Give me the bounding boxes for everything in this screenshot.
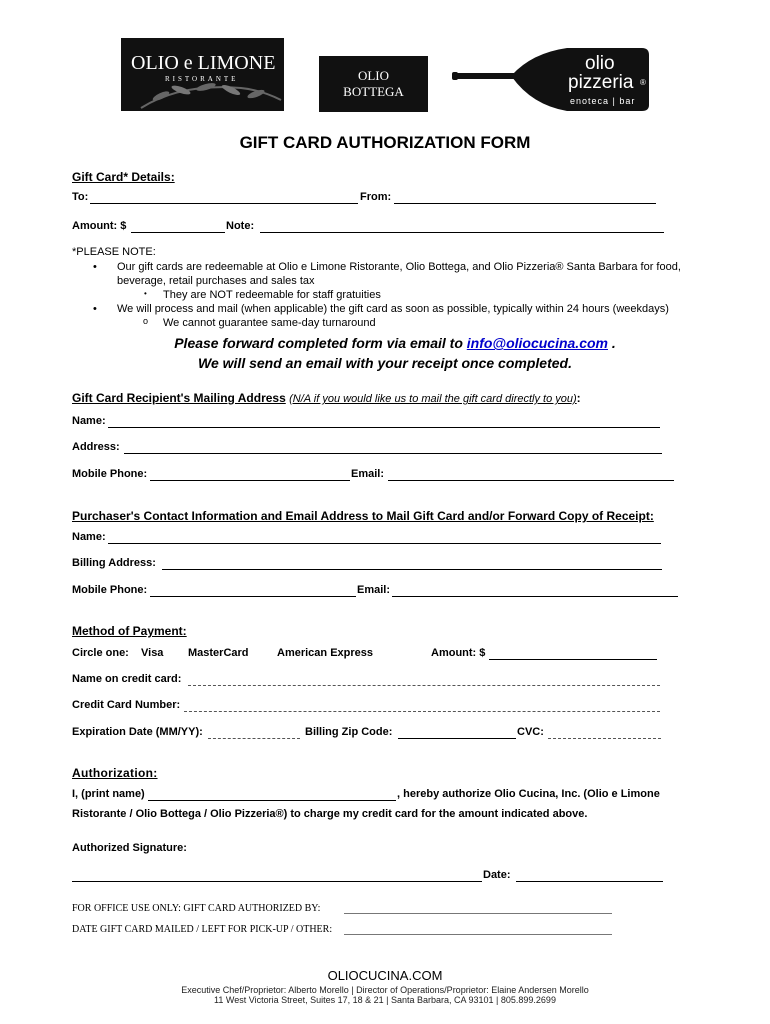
sub-bullet-dot: • [144,289,147,298]
footer-proprietors: Executive Chef/Proprietor: Alberto Morello | Director of Operations/Proprietor: Elaine Andersen Morello [181,985,589,995]
gift-amount-field[interactable] [131,232,225,233]
pizzeria-logo-line2: pizzeria [568,72,634,93]
signature-label: Authorized Signature: [72,842,187,854]
limone-logo-title: OLIO e LIMONE [131,52,276,74]
note-label: Note: [226,220,255,232]
bottega-logo-line2: BOTTEGA [343,84,404,99]
purchaser-email-field[interactable] [392,596,678,597]
authorize-text-line2: Ristorante / Olio Bottega / Olio Pizzeria®) to charge my credit card for the amount indicated above. [72,808,588,820]
billing-zip-field[interactable] [398,738,516,739]
please-note-heading: *PLEASE NOTE: [72,246,156,258]
forward-prefix: Please forward completed form via email to [174,335,463,351]
forward-instruction [0,335,770,351]
circle-one-label: Circle one: [72,647,129,659]
payment-amount-field[interactable] [489,659,657,660]
payment-amount-label: Amount: $ [431,647,486,659]
billing-address-field[interactable] [162,569,662,570]
recipient-address-label: Address: [72,441,120,453]
pizzeria-logo-line3: enoteca | bar [570,96,636,106]
limone-logo-subtitle: RISTORANTE [165,75,239,83]
print-name-field[interactable] [148,800,396,801]
date-field[interactable] [516,881,663,882]
amount-label: Amount: $ [72,220,127,232]
to-label: To: [72,191,89,203]
recipient-heading-colon: : [576,391,581,405]
expiration-field[interactable] [208,738,300,739]
sub-bullet-circle: o [143,316,149,326]
olio-e-limone-logo [121,38,284,111]
office-authorized-field[interactable] [344,913,612,914]
visa-option[interactable]: Visa [141,647,164,659]
print-name-label: I, (print name) [72,788,145,800]
authorization-heading: Authorization: [72,766,158,780]
amex-option[interactable]: American Express [277,647,373,659]
signature-field[interactable] [72,881,482,882]
receipt-notice: We will send an email with your receipt once completed. [198,355,572,371]
forward-email-link[interactable]: info@oliocucina.com [466,335,608,351]
card-number-field[interactable] [184,711,660,712]
recipient-email-label: Email: [351,468,385,480]
bullet2: We will process and mail (when applicable) the gift card as soon as possible, typically within 24 hours (weekdays) [117,303,669,315]
from-field[interactable] [394,203,656,204]
details-heading: Gift Card* Details: [72,170,175,184]
expiration-label: Expiration Date (MM/YY): [72,726,203,738]
authorize-text-line1: , hereby authorize Olio Cucina, Inc. (Olio e Limone [397,788,660,800]
office-authorized-label: FOR OFFICE USE ONLY: GIFT CARD AUTHORIZED BY: [72,903,321,914]
recipient-email-field[interactable] [388,480,674,481]
recipient-heading-text: Gift Card Recipient's Mailing Address [72,391,286,405]
pizzeria-logo-line1: olio [585,53,615,74]
olio-bottega-logo [319,56,428,112]
bullet1-line1: Our gift cards are redeemable at Olio e Limone Ristorante, Olio Bottega, and Olio Pizzeria® Santa Barbara for food, [117,261,681,273]
mastercard-option[interactable]: MasterCard [188,647,249,659]
page-title: GIFT CARD AUTHORIZATION FORM [239,133,531,152]
olio-pizzeria-logo [452,45,652,113]
footer-address: 11 West Victoria Street, Suites 17, 18 & 21 | Santa Barbara, CA 93101 | 805.899.2699 [214,995,556,1005]
from-label: From: [360,191,392,203]
recipient-name-label: Name: [72,415,106,427]
bottega-logo-line1: OLIO [357,68,390,83]
billing-address-label: Billing Address: [72,557,156,569]
office-mailed-field[interactable] [344,934,612,935]
cvc-field[interactable] [548,738,661,739]
recipient-heading [72,391,581,405]
recipient-phone-field[interactable] [150,480,350,481]
recipient-phone-label: Mobile Phone: [72,468,148,480]
cvc-label: CVC: [517,726,544,738]
purchaser-email-label: Email: [357,584,391,596]
recipient-address-field[interactable] [124,453,662,454]
billing-zip-label: Billing Zip Code: [305,726,393,738]
footer-website: OLIOCUCINA.COM [327,968,443,983]
card-number-label: Credit Card Number: [72,699,181,711]
purchaser-phone-label: Mobile Phone: [72,584,148,596]
office-mailed-label: DATE GIFT CARD MAILED / LEFT FOR PICK-UP / OTHER: [72,924,333,935]
note-field[interactable] [260,232,664,233]
name-on-card-field[interactable] [188,685,660,686]
recipient-heading-note: (N/A if you would like us to mail the gift card directly to you) [289,393,577,405]
sub-bullet1: They are NOT redeemable for staff gratuities [163,289,381,301]
sub-bullet2: We cannot guarantee same-day turnaround [163,317,376,329]
purchaser-heading: Purchaser's Contact Information and Email Address to Mail Gift Card and/or Forward Copy of Receipt: [72,509,654,523]
bullet-dot: • [93,261,97,273]
pizzeria-registered-mark: ® [640,78,646,87]
forward-suffix: . [611,335,616,351]
purchaser-name-label: Name: [72,531,106,543]
payment-heading: Method of Payment: [72,624,187,638]
date-label: Date: [483,869,511,881]
bullet-dot: • [93,303,97,315]
to-field[interactable] [90,203,358,204]
name-on-card-label: Name on credit card: [72,673,182,685]
bullet1-line2: beverage, retail purchases and sales tax [117,275,315,287]
purchaser-phone-field[interactable] [150,596,356,597]
recipient-name-field[interactable] [108,427,660,428]
purchaser-name-field[interactable] [108,543,661,544]
